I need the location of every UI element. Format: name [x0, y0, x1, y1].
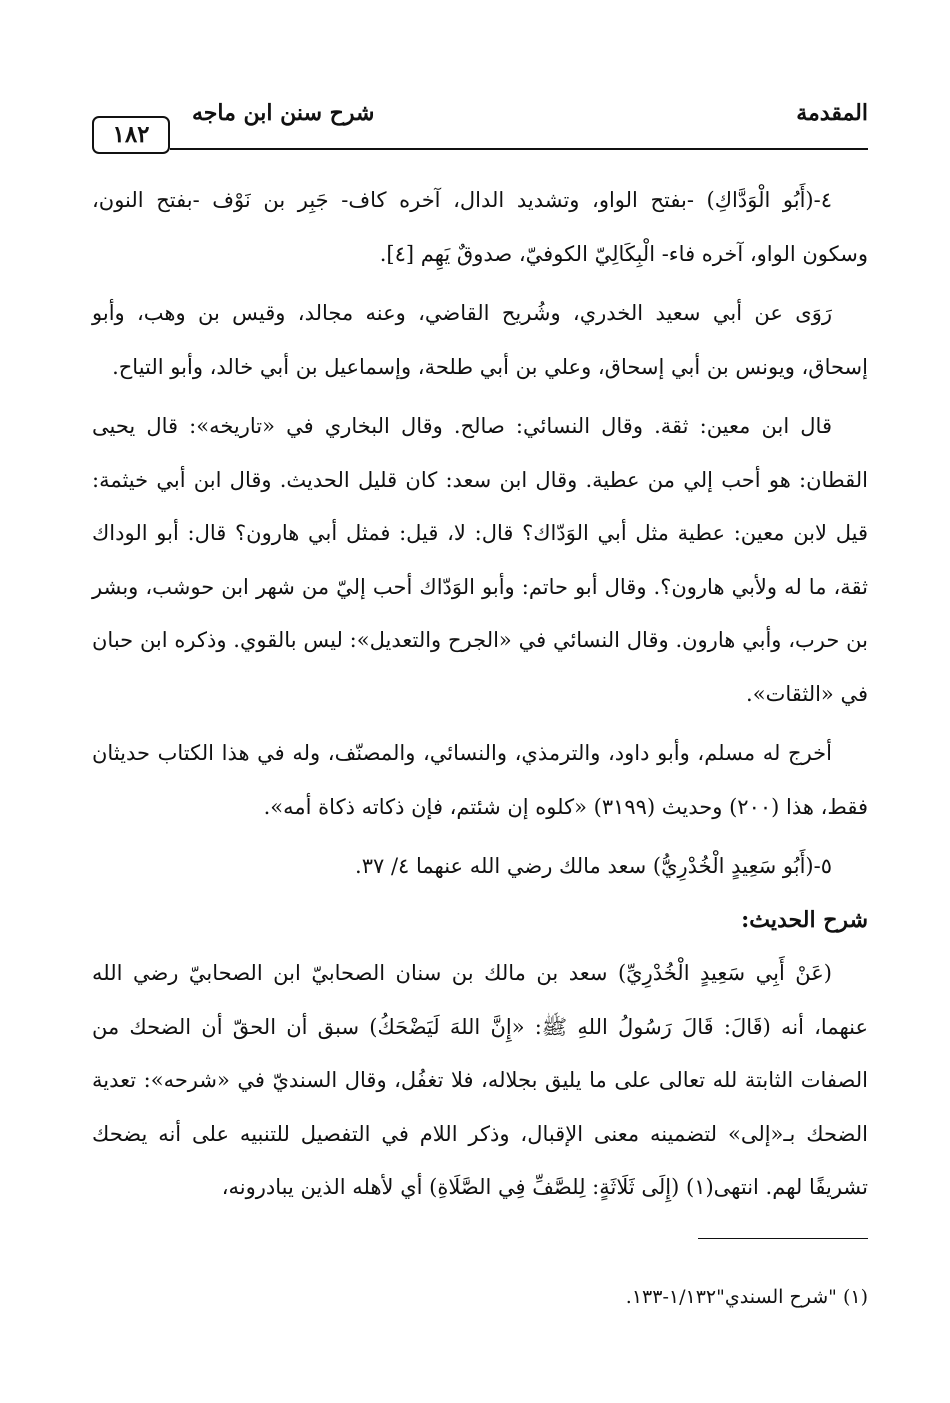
paragraph-narrator-4: ٤-(أَبُو الْوَدَّاكِ) -بفتح الواو، وتشديد الدال، آخره كاف- جَبِر بن نَوْف -بفتح النون، وسكون الواو، آخره فاء- الْبِكَالِيّ الكوفيّ، صدوقٌ يَهِم [٤]. [92, 188, 868, 266]
paragraph-gradings: قال ابن معين: ثقة. وقال النسائي: صالح. وقال البخاري في «تاريخه»: قال يحيى القطان: هو أحب إلي من عطية. وقال ابن سعد: كان قليل الحديث. وقال ابن أبي خيثمة: قيل لابن معين: عطية مثل أبي الوَدّاك؟ قال: لا، قيل: فمثل أبي هارون؟ قال: أبو الوداك ثقة، ما له ولأبي هارون؟. وقال أبو حاتم: وأبو الوَدّاك أحب إليّ من شهر ابن حوشب، وبشر بن حرب، وأبي هارون. وقال النسائي في «الجرح والتعديل»: ليس بالقوي. وذكره ابن حبان في «الثقات». [92, 414, 868, 706]
section-title: المقدمة [796, 100, 868, 126]
book-title: شرح سنن ابن ماجه [192, 100, 375, 126]
page-header [92, 96, 868, 162]
page [92, 96, 868, 1326]
footnote-rule [698, 1238, 868, 1239]
paragraph-commentary: (عَنْ أَبِي سَعِيدٍ الْخُدْرِيِّ) سعد بن مالك بن سنان الصحابيّ ابن الصحابيّ رضي الله عنهما، أنه (قَالَ: قَالَ رَسُولُ اللهِ ﷺ: «إِنَّ اللهَ لَيَضْحَكُ) سبق أن الحقّ أن الضحك من الصفات الثابتة لله تعالى على ما يليق بجلاله، فلا تغفُل، وقال السنديّ في «شرحه»: تعدية الضحك بـ«إلى» لتضمينه معنى الإقبال، وذكر اللام في التفصيل للتنبيه على أنه يضحك تشريفًا لهم. انتهى(١) (إِلَى ثَلَاثَةٍ: لِلصَّفِّ فِي الصَّلَاةِ) أي لأهله الذين يبادرونه، [92, 961, 868, 1199]
commentary-heading: شرح الحديث: [741, 906, 868, 933]
paragraph-takhrij: أخرج له مسلم، وأبو داود، والترمذي، والنسائي، والمصنّف، وله في هذا الكتاب حديثان فقط، هذا (٢٠٠) وحديث (٣١٩٩) «كلوه إن شئتم، فإن ذكاته ذكاة أمه». [92, 741, 868, 819]
footnote: (١) "شرح السندي"١/١٣٢-١٣٣. [625, 1286, 868, 1308]
paragraph-narrator-5: ٥-(أَبُو سَعِيدٍ الْخُدْرِيُّ) سعد مالك رضي الله عنهما ٤/ ٣٧. [355, 854, 832, 878]
header-rule [170, 148, 868, 150]
page-number: ١٨٢ [92, 116, 170, 154]
paragraph-narrations: رَوَى عن أبي سعيد الخدري، وشُريح القاضي، وعنه مجالد، وقيس بن وهب، وأبو إسحاق، ويونس بن أبي إسحاق، وعلي بن أبي طلحة، وإسماعيل بن أبي خالد، وأبو التياح. [92, 301, 868, 379]
body-text [92, 174, 868, 1221]
